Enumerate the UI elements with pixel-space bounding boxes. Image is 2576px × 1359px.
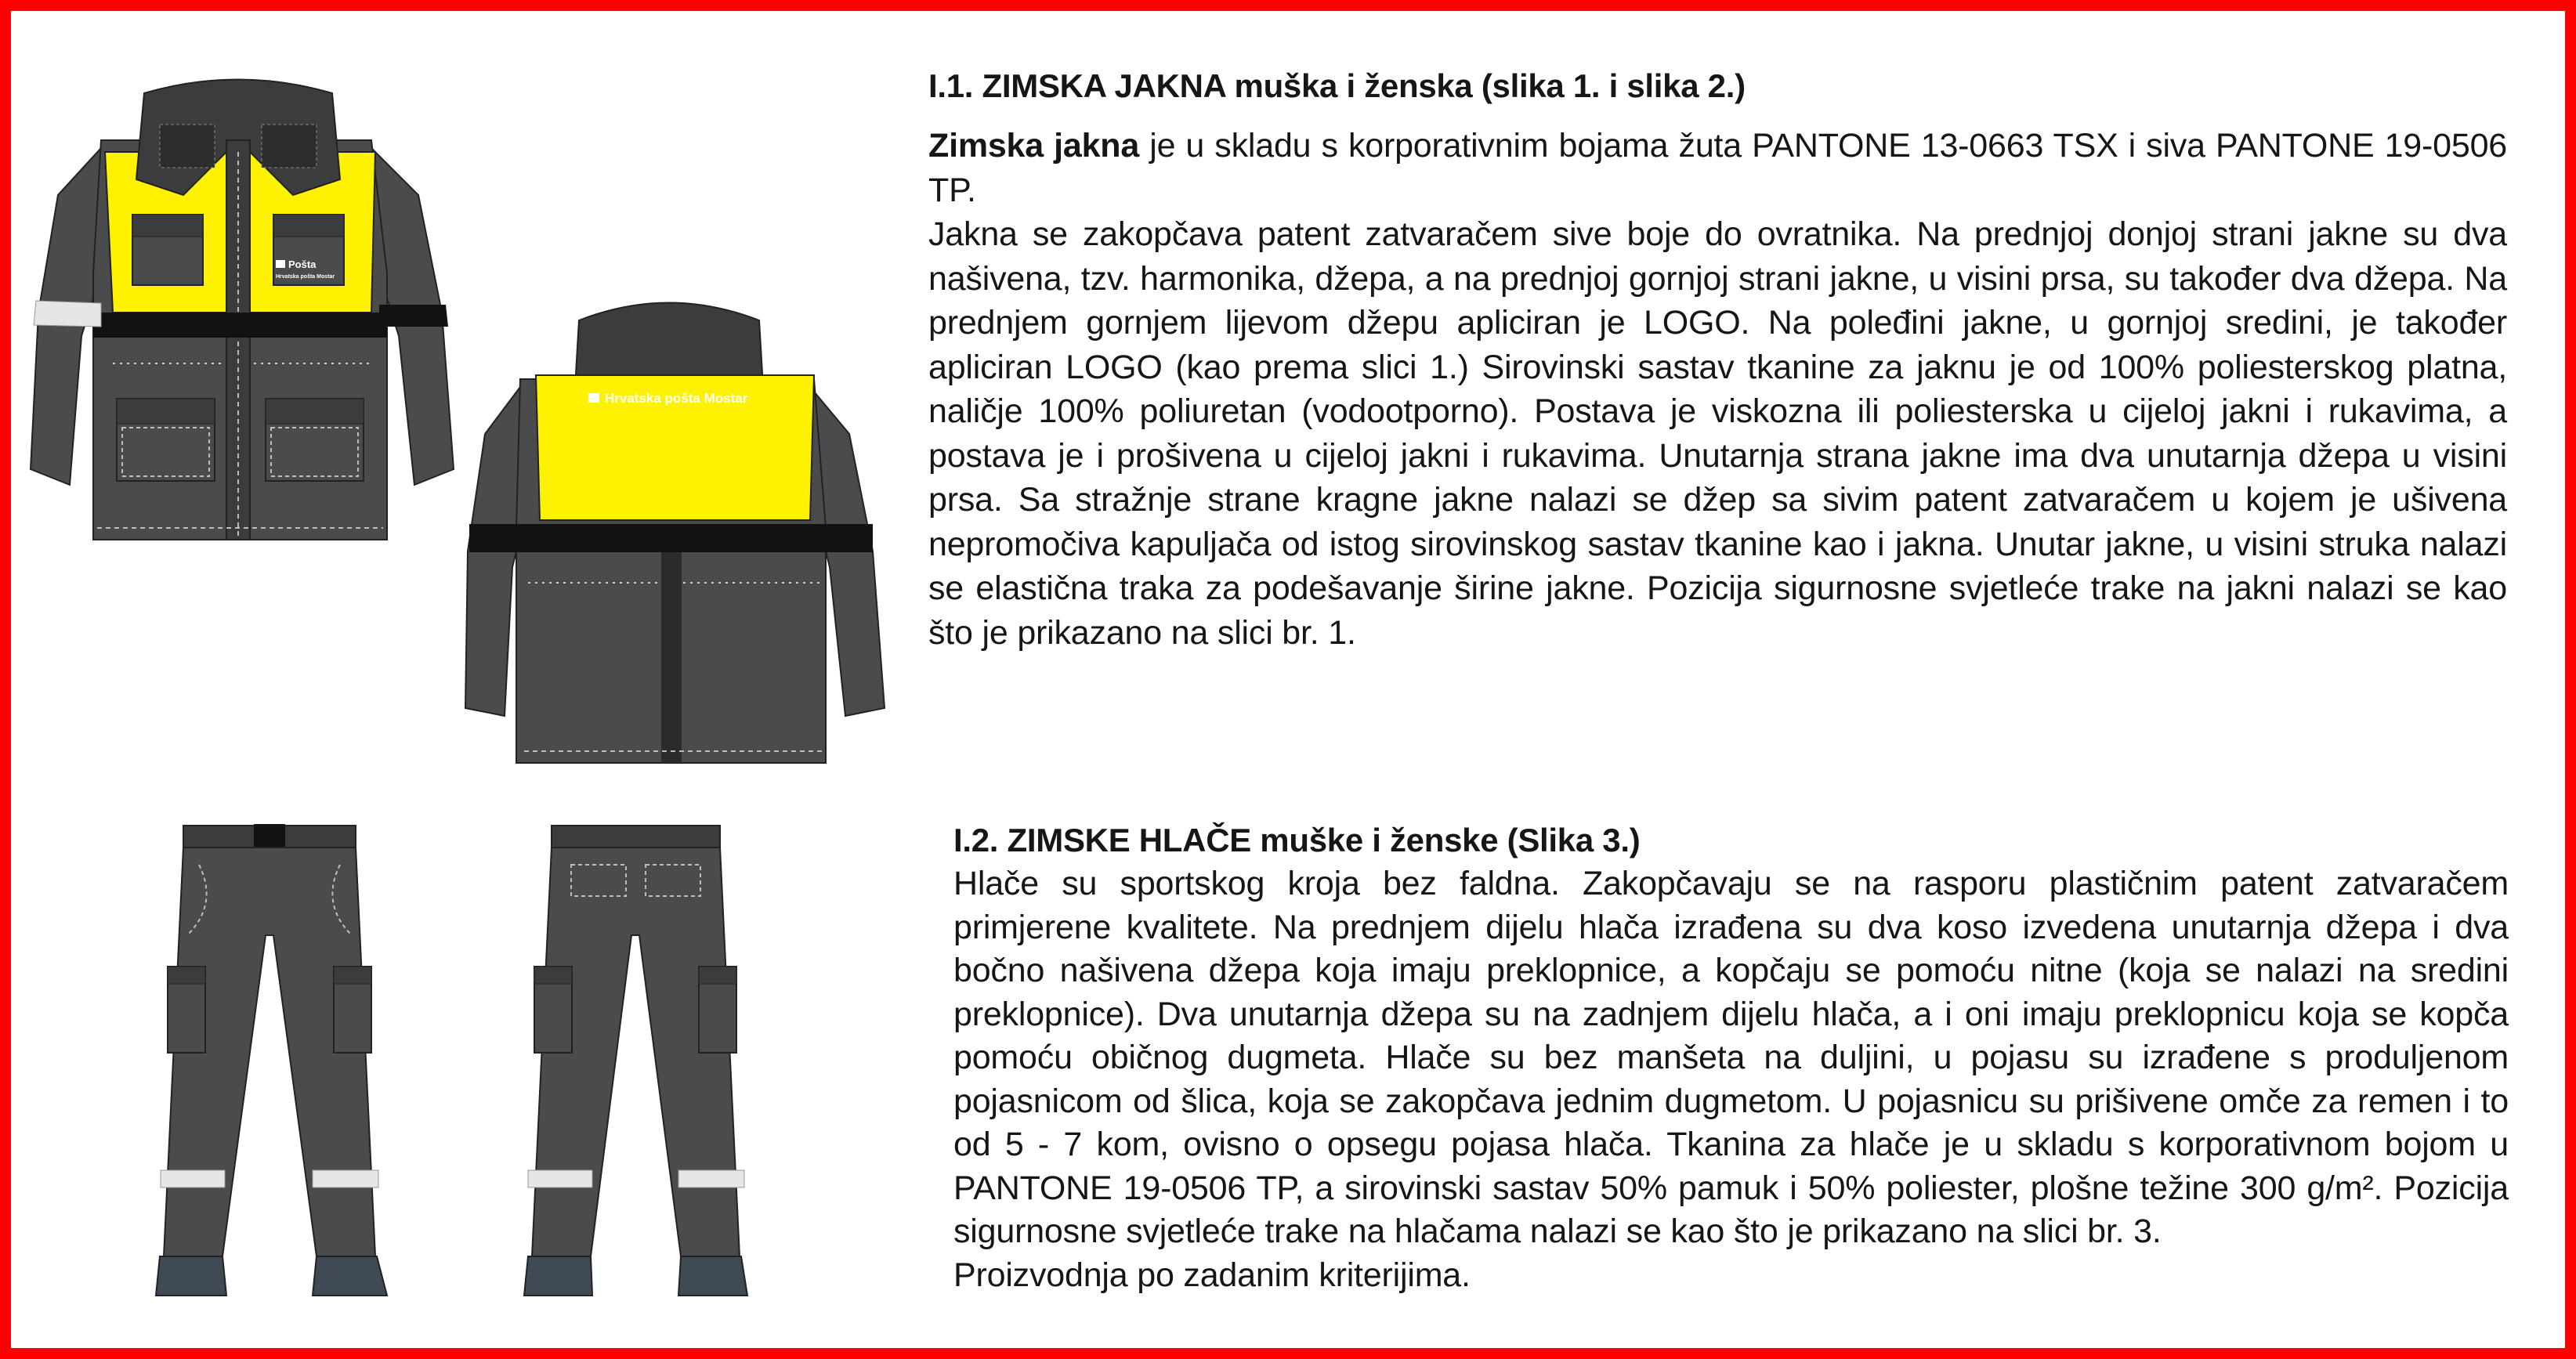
jacket-front-black-band bbox=[93, 313, 387, 338]
section-jacket-intro bbox=[928, 124, 2507, 212]
jacket-back-illustration bbox=[461, 301, 888, 771]
trousers-front-shoe-left bbox=[156, 1256, 226, 1296]
trousers-back-reflective-left bbox=[528, 1170, 592, 1187]
section-jacket bbox=[928, 67, 2507, 655]
trousers-back-illustration bbox=[505, 818, 763, 1335]
jacket-back-logo-text: Hrvatska pošta Mostar bbox=[605, 391, 748, 406]
jacket-front-logo-title: Pošta bbox=[288, 258, 317, 270]
jacket-front-reflective-strip-right bbox=[379, 305, 448, 327]
section-jacket-body: Jakna se zakopčava patent zatvaračem sive boje do ovratnika. Na prednjoj donjoj strani jakne su dva našivena, tzv. harmonika, džepa, a na prednjoj gornjoj strani jakne, u visini prsa, su također dva džepa. Na prednjem gornjem lijevom džepu apliciran je LOGO. Na poleđini jakne, u gornjoj sredini, je također apliciran LOGO (kao prema slici 1.) Sirovinski sastav tkanine za jaknu je od 100% poliesterskog platna, naličje 100% poliuretan (vodootporno). Postava je viskozna ili poliesterska u cijeloj jakni i rukavima, a postava je i prošivena u cijeloj jakni i rukavima. Unutarnja strana jakne ima dva unutarnja džepa u visini prsa. Sa stražnje strane kragne jakne nalazi se džep sa sivim patent zatvaračem u kojem je ušivena nepromočiva kapuljača od istog sirovinskog sastav tkanine kao i jakna. Unutar jakne, u visini struka nalazi se elastična traka za podešavanje širine jakne. Pozicija sigurnosne svjetleće trake na jakni nalazi se kao što je prikazano na slici br. 1. bbox=[928, 215, 2507, 652]
section-trousers-body: Hlače su sportskog kroja bez faldna. Zakopčavaju se na rasporu plastičnim patent zatvaračem primjerene kvalitete. Na prednjem dijelu hlača izrađena su dva koso izvedena unutarnja džepa i dva bočno našivena džepa koja imaju preklopnice, a kopčaju se pomoću nitne (koja se nalazi na sredini preklopnice). Dva unutarnja džepa su na zadnjem dijelu hlača, a i oni imaju preklopnicu koja se kopča pomoću običnog dugmeta. Hlače su bez manšeta na duljini, u pojasu su izrađene s produljenom pojasnicom od šlica, koja se zakopčava jednim dugmetom. U pojasnicu su prišivene omče za remen i to od 5 - 7 kom, ovisno o opsegu pojasa hlača. Tkanina za hlače je u skladu s korporativnom bojom u PANTONE 19-0506 TP, a sirovinski sastav 50% pamuk i 50% poliester, plošne težine 300 g/m². Pozicija sigurnosne svjetleće trake na hlačama nalazi se kao što je prikazano na slici br. 3. bbox=[953, 865, 2509, 1250]
trousers-front-illustration bbox=[140, 818, 399, 1335]
trousers-back-shoe-right bbox=[678, 1256, 747, 1296]
trousers-front-shoe-right bbox=[313, 1256, 387, 1296]
jacket-front-logo-mark bbox=[276, 260, 285, 268]
section-jacket-intro-bold: Zimska jakna bbox=[928, 127, 1140, 164]
trousers-back-reflective-right bbox=[678, 1170, 744, 1187]
section-trousers-heading: I.2. ZIMSKE HLAČE muške i ženske (Slika 3.) bbox=[953, 822, 1641, 858]
section-jacket-heading: I.1. ZIMSKA JAKNA muška i ženska (slika 1. i slika 2.) bbox=[928, 67, 1746, 104]
jacket-back-collar bbox=[575, 303, 763, 388]
jacket-front-illustration bbox=[27, 78, 465, 548]
section-trousers bbox=[953, 822, 2509, 1297]
trousers-back-waistband bbox=[552, 826, 720, 848]
jacket-front-logo-subtitle: Hrvatska pošta Mostar bbox=[276, 274, 335, 280]
jacket-front-reflective-strip-left bbox=[34, 301, 101, 327]
jacket-back-black-band bbox=[469, 524, 873, 552]
trousers-front-reflective-left bbox=[161, 1170, 225, 1187]
section-jacket-intro-rest: je u skladu s korporativnim bojama žuta PANTONE 13-0663 TSX i siva PANTONE 19-0506 TP. bbox=[928, 127, 2508, 209]
jacket-back-logo-mark bbox=[588, 393, 599, 403]
trousers-front-reflective-right bbox=[313, 1170, 378, 1187]
section-trousers-closing: Proizvodnja po zadanim kriterijima. bbox=[953, 1256, 1471, 1294]
trousers-back-shoe-left bbox=[524, 1256, 592, 1296]
jacket-back-center-stripe bbox=[661, 552, 682, 763]
